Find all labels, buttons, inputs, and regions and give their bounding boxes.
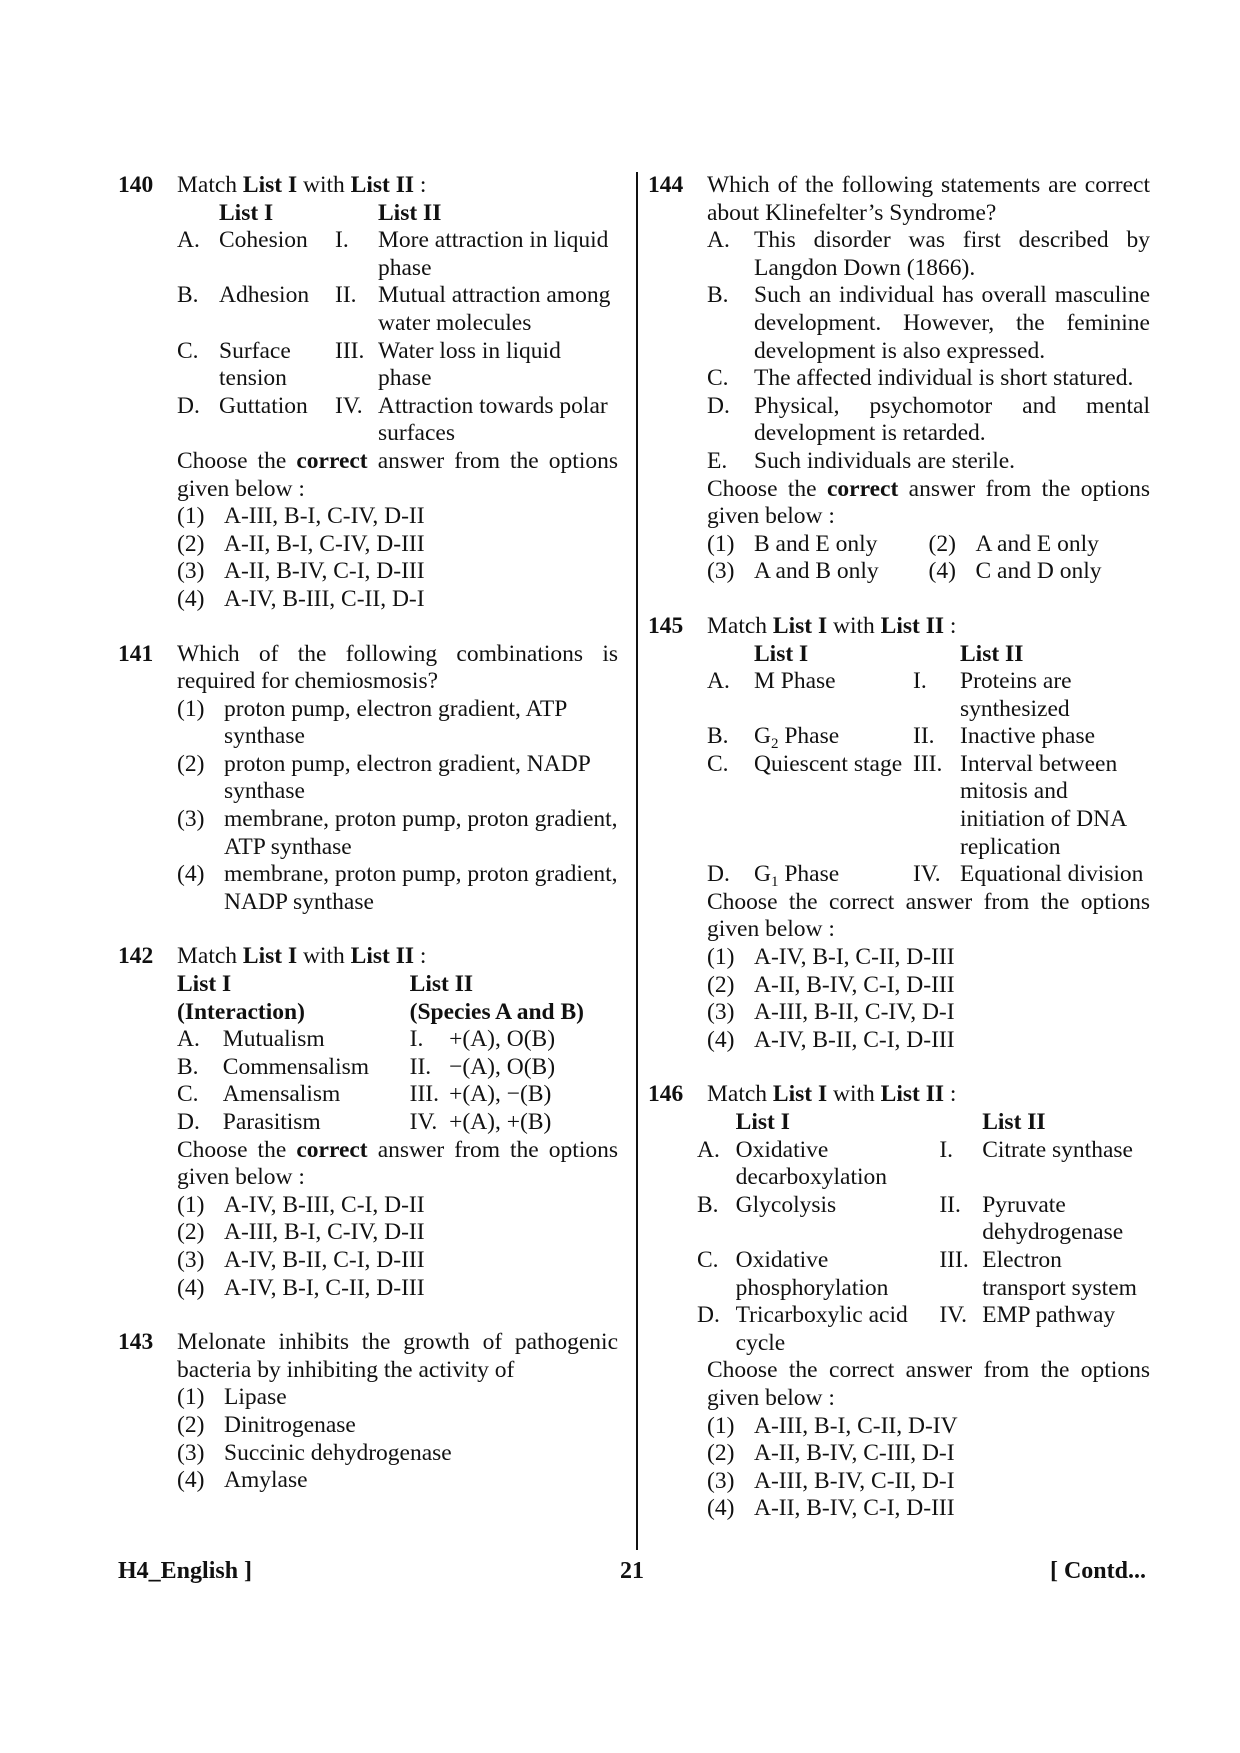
- option-text: A-IV, B-III, C-I, D-II: [224, 1191, 425, 1218]
- footer-code: H4_English ]: [118, 1558, 253, 1584]
- stem-list2: List II: [880, 1081, 944, 1108]
- question-146: [648, 1081, 1150, 1523]
- option-number: (1): [177, 1191, 205, 1218]
- choose-text: Choose the: [177, 1136, 297, 1163]
- row-roman: II.: [409, 1053, 432, 1080]
- match-row: [697, 1137, 1150, 1192]
- row-match: Attraction towards polar surfaces: [378, 392, 608, 447]
- option-number: (1): [707, 944, 735, 971]
- stem-text: with: [297, 943, 351, 970]
- option-number: (4): [177, 1274, 205, 1301]
- question-142: [118, 943, 618, 1302]
- question-stem: Which of the following statements are correct about Klinefelter’s Syndrome?: [707, 172, 1150, 226]
- question-144: [648, 172, 1150, 586]
- option-3[interactable]: [177, 1247, 618, 1275]
- stem-text: Match: [177, 172, 243, 198]
- row-key: B.: [707, 723, 729, 750]
- option-2[interactable]: [707, 1440, 1150, 1468]
- stem-text: with: [827, 1081, 881, 1108]
- question-140: [118, 172, 618, 614]
- question-143: [118, 1329, 618, 1495]
- row-roman: IV.: [939, 1302, 968, 1329]
- match-row: [707, 723, 1150, 751]
- row-match: Electron transport system: [982, 1246, 1137, 1301]
- option-text: A and E only: [975, 530, 1099, 557]
- option-1[interactable]: [707, 944, 1150, 972]
- row-key: D.: [707, 861, 730, 888]
- row-match: Mutual attraction among water molecules: [378, 282, 611, 336]
- row-roman: I.: [939, 1136, 954, 1163]
- row-item: M Phase: [754, 668, 836, 695]
- option-1[interactable]: [177, 696, 618, 751]
- row-item: Glycolysis: [735, 1191, 837, 1218]
- option-number: (3): [177, 558, 205, 585]
- option-2[interactable]: [177, 1412, 618, 1440]
- option-text: A-III, B-I, C-IV, D-II: [224, 1219, 425, 1246]
- option-4[interactable]: [177, 586, 618, 614]
- match-row: [707, 751, 1150, 861]
- option-4[interactable]: [177, 861, 618, 916]
- statement-text: The affected individual is short statured.: [754, 365, 1134, 392]
- statement-c: [707, 365, 1150, 393]
- row-key: B.: [177, 282, 199, 309]
- stem-text: Match: [177, 943, 243, 970]
- list2-subheading: (Species A and B): [409, 998, 584, 1025]
- stem-list1: List I: [242, 172, 298, 198]
- match-table: [177, 971, 618, 1137]
- row-roman: I.: [335, 227, 349, 254]
- list2-heading: List II: [378, 199, 442, 226]
- row-roman: II.: [939, 1191, 961, 1218]
- stem-list1: List I: [772, 612, 828, 639]
- options-list: [177, 1192, 618, 1302]
- option-1[interactable]: [707, 531, 929, 559]
- phase-subscript: 2: [770, 736, 779, 753]
- option-2[interactable]: [177, 751, 618, 806]
- stem-list2: List II: [880, 612, 944, 639]
- option-number: (2): [707, 1440, 735, 1467]
- phase-word: Phase: [778, 861, 840, 888]
- option-1[interactable]: [707, 1413, 1150, 1441]
- option-number: (4): [928, 558, 956, 585]
- question-stem: [177, 172, 618, 200]
- match-row: [697, 1247, 1150, 1302]
- option-text: membrane, proton pump, proton gradient, NADP synthase: [224, 861, 618, 915]
- row-item: Mutualism: [222, 1026, 325, 1053]
- option-1[interactable]: [177, 503, 618, 531]
- question-141: [118, 641, 618, 917]
- option-text: A-III, B-I, C-IV, D-II: [224, 503, 425, 530]
- match-row: [697, 1302, 1150, 1357]
- option-4[interactable]: [929, 558, 1151, 586]
- row-item: Amensalism: [222, 1081, 341, 1108]
- row-key: D.: [697, 1302, 720, 1329]
- match-row: [177, 282, 618, 337]
- statement-text: This disorder was first described by Langdon Down (1866).: [754, 227, 1150, 281]
- left-column: [118, 172, 618, 1522]
- row-roman: III.: [939, 1246, 969, 1273]
- stem-text: Match: [707, 1081, 773, 1108]
- option-number: (3): [707, 1467, 735, 1494]
- option-number: (2): [177, 750, 205, 777]
- row-item: Commensalism: [222, 1053, 370, 1080]
- statement-key: A.: [707, 227, 730, 254]
- row-key: A.: [697, 1136, 720, 1163]
- list2-heading: List II: [982, 1109, 1046, 1135]
- option-text: membrane, proton pump, proton gradient, ATP synthase: [224, 806, 618, 860]
- option-text: Dinitrogenase: [224, 1411, 356, 1438]
- option-number: (1): [177, 503, 205, 530]
- question-stem: [707, 613, 1150, 641]
- stem-text: :: [414, 172, 427, 198]
- option-text: proton pump, electron gradient, NADP synthase: [224, 750, 590, 805]
- stem-list1: List I: [772, 1081, 828, 1108]
- match-row: [707, 668, 1150, 723]
- statement-key: D.: [707, 392, 730, 419]
- row-item: [754, 723, 913, 751]
- row-roman: III.: [409, 1081, 440, 1108]
- row-key: C.: [177, 337, 199, 364]
- choose-text: Choose the: [177, 447, 297, 474]
- question-number: 146: [648, 1081, 684, 1108]
- row-roman: I.: [913, 668, 927, 695]
- row-item: [754, 861, 913, 889]
- question-number: 144: [648, 172, 684, 198]
- statement-key: C.: [707, 365, 729, 392]
- option-4[interactable]: [707, 1027, 1150, 1055]
- options-list: [707, 531, 1150, 586]
- row-item: Adhesion: [219, 282, 310, 309]
- row-key: A.: [177, 227, 200, 254]
- match-row: [177, 1081, 618, 1109]
- question-145: [648, 613, 1150, 1055]
- row-item: Oxidative phosphorylation: [735, 1246, 889, 1301]
- phase-word: Phase: [778, 723, 840, 750]
- match-table: [707, 641, 1150, 889]
- option-text: A and B only: [754, 558, 879, 585]
- match-row: [707, 861, 1150, 889]
- option-number: (2): [177, 1219, 205, 1246]
- list2-heading: List II: [960, 640, 1024, 667]
- match-row: [177, 1054, 618, 1082]
- option-text: A-II, B-IV, C-I, D-III: [754, 1495, 955, 1522]
- row-item: Parasitism: [222, 1109, 321, 1135]
- option-text: A-III, B-I, C-II, D-IV: [754, 1412, 958, 1439]
- option-number: (1): [177, 695, 205, 722]
- row-item: Cohesion: [219, 227, 308, 254]
- choose-bold: correct: [296, 1136, 368, 1163]
- question-stem: [707, 1081, 1150, 1109]
- match-row: [177, 227, 618, 282]
- question-number: 140: [118, 172, 154, 198]
- list1-heading: List I: [219, 199, 274, 226]
- option-number: (4): [177, 861, 205, 888]
- choose-text: answer from the options given below :: [177, 447, 618, 502]
- list1-heading: List I: [735, 1109, 790, 1135]
- statement-d: [707, 393, 1150, 448]
- option-text: A-III, B-IV, C-II, D-I: [754, 1467, 955, 1494]
- row-match: Interval between mitosis and initiation of DNA replication: [960, 750, 1126, 860]
- statements-list: [707, 227, 1150, 475]
- row-match: EMP pathway: [982, 1302, 1116, 1329]
- option-text: A-IV, B-II, C-I, D-III: [224, 1246, 425, 1273]
- row-match: Inactive phase: [960, 723, 1096, 750]
- row-item: Oxidative decarboxylation: [735, 1136, 888, 1191]
- row-roman: IV.: [335, 392, 363, 419]
- stem-list2: List II: [350, 943, 414, 970]
- option-number: (4): [707, 1026, 735, 1053]
- choose-instruction: Choose the correct answer from the options given below :: [707, 888, 1150, 943]
- option-text: A-IV, B-I, C-II, D-III: [754, 944, 955, 971]
- row-key: B.: [177, 1053, 199, 1080]
- footer-contd: [ Contd...: [1049, 1558, 1146, 1584]
- row-match: Citrate synthase: [982, 1136, 1133, 1163]
- option-number: (2): [928, 530, 956, 557]
- match-table: [177, 200, 618, 448]
- stem-text: with: [297, 172, 351, 198]
- row-match: +(A), +(B): [449, 1109, 552, 1135]
- question-stem: Melonate inhibits the growth of pathogenic bacteria by inhibiting the activity of: [177, 1329, 618, 1383]
- row-roman: II.: [335, 282, 357, 309]
- option-text: Lipase: [224, 1384, 287, 1411]
- row-key: D.: [177, 1109, 200, 1135]
- stem-text: :: [944, 1081, 957, 1108]
- column-divider: [636, 172, 638, 1550]
- match-row: [177, 1109, 618, 1137]
- phase-subscript: 1: [770, 874, 779, 891]
- question-number: 145: [648, 612, 684, 639]
- option-3[interactable]: [177, 806, 618, 861]
- statement-b: [707, 282, 1150, 365]
- match-table: [697, 1109, 1150, 1357]
- option-1[interactable]: [177, 1384, 618, 1412]
- row-roman: IV.: [409, 1109, 438, 1135]
- row-key: C.: [707, 750, 729, 777]
- row-key: C.: [177, 1081, 199, 1108]
- option-1[interactable]: [177, 1192, 618, 1220]
- question-number: 141: [118, 640, 154, 667]
- row-key: B.: [697, 1191, 719, 1218]
- option-3[interactable]: [707, 558, 929, 586]
- row-match: Pyruvate dehydrogenase: [982, 1191, 1124, 1246]
- option-text: B and E only: [754, 530, 878, 557]
- choose-instruction: [707, 476, 1150, 531]
- phase-letter: G: [754, 861, 771, 888]
- row-item: Tricarboxylic acid cycle: [735, 1302, 908, 1356]
- options-list: [177, 696, 618, 917]
- option-number: (3): [177, 1246, 205, 1273]
- row-key: A.: [177, 1026, 200, 1053]
- match-row: [177, 338, 618, 393]
- row-key: C.: [697, 1246, 719, 1273]
- right-column: [648, 172, 1150, 1550]
- row-roman: III.: [913, 750, 943, 777]
- row-key: D.: [177, 392, 200, 419]
- option-text: A-III, B-II, C-IV, D-I: [754, 999, 955, 1026]
- row-item: Surface tension: [219, 337, 291, 392]
- row-match: +(A), −(B): [449, 1081, 552, 1108]
- question-stem: [177, 943, 618, 971]
- statement-a: [707, 227, 1150, 282]
- choose-instruction: [177, 448, 618, 503]
- list2-heading: List II: [409, 971, 473, 998]
- option-4[interactable]: [177, 1275, 618, 1303]
- row-match: Proteins are synthesized: [960, 668, 1072, 722]
- row-match: Equational division: [960, 861, 1144, 888]
- stem-list2: List II: [350, 172, 414, 198]
- option-text: A-IV, B-I, C-II, D-III: [224, 1274, 425, 1301]
- option-number: (1): [707, 1412, 735, 1439]
- choose-text: Choose the: [707, 475, 827, 502]
- option-number: (3): [177, 1439, 205, 1466]
- stem-text: :: [944, 612, 957, 639]
- phase-letter: G: [754, 723, 771, 750]
- page-number: 21: [620, 1558, 644, 1584]
- option-2[interactable]: [929, 531, 1151, 559]
- option-number: (3): [707, 999, 735, 1026]
- choose-text: answer from the options given below :: [177, 1136, 618, 1191]
- statement-key: B.: [707, 282, 729, 309]
- row-match: Water loss in liquid phase: [378, 337, 561, 392]
- option-text: proton pump, electron gradient, ATP synthase: [224, 695, 567, 750]
- statement-text: Physical, psychomotor and mental development is retarded.: [754, 392, 1150, 447]
- stem-text: :: [414, 943, 427, 970]
- option-3[interactable]: [707, 999, 1150, 1027]
- statement-e: [707, 448, 1150, 476]
- stem-text: with: [827, 612, 881, 639]
- option-number: (2): [177, 530, 205, 557]
- stem-text: Match: [707, 612, 773, 639]
- option-text: A-II, B-IV, C-III, D-I: [754, 1440, 955, 1467]
- match-row: [177, 393, 618, 448]
- option-2[interactable]: [177, 1219, 618, 1247]
- option-number: (1): [177, 1384, 205, 1411]
- options-list: [177, 503, 618, 613]
- option-number: (4): [707, 1495, 735, 1522]
- choose-text: answer from the options given below :: [707, 475, 1150, 530]
- list1-subheading: (Interaction): [177, 998, 305, 1025]
- statement-text: Such an individual has overall masculine development. However, the feminine development is also expressed.: [754, 282, 1150, 364]
- row-item: Quiescent stage: [754, 750, 903, 777]
- question-number: 143: [118, 1329, 154, 1356]
- option-number: (2): [177, 1411, 205, 1438]
- option-text: A-IV, B-II, C-I, D-III: [754, 1026, 955, 1053]
- row-roman: IV.: [913, 861, 941, 888]
- option-text: Amylase: [224, 1467, 308, 1494]
- option-3[interactable]: [177, 558, 618, 586]
- row-roman: I.: [409, 1026, 424, 1053]
- option-text: C and D only: [975, 558, 1102, 585]
- option-4[interactable]: [707, 1495, 1150, 1523]
- row-match: More attraction in liquid phase: [378, 227, 609, 281]
- choose-bold: correct: [296, 447, 368, 474]
- row-match: −(A), O(B): [449, 1053, 556, 1080]
- stem-list1: List I: [242, 943, 298, 970]
- match-row: [697, 1192, 1150, 1247]
- row-roman: II.: [913, 723, 935, 750]
- choose-instruction: [177, 1137, 618, 1192]
- row-key: A.: [707, 668, 730, 695]
- row-roman: III.: [335, 337, 365, 364]
- match-row: [177, 1026, 618, 1054]
- options-list: [707, 1413, 1150, 1523]
- list1-heading: List I: [754, 640, 809, 667]
- option-4[interactable]: [177, 1467, 618, 1495]
- option-3[interactable]: [707, 1468, 1150, 1496]
- option-text: A-II, B-IV, C-I, D-III: [224, 558, 425, 585]
- option-2[interactable]: [707, 972, 1150, 1000]
- row-match: +(A), O(B): [449, 1026, 556, 1053]
- option-text: A-II, B-I, C-IV, D-III: [224, 530, 425, 557]
- option-2[interactable]: [177, 531, 618, 559]
- option-number: (3): [177, 806, 205, 833]
- list1-heading: List I: [177, 971, 232, 998]
- row-item: Guttation: [219, 392, 308, 419]
- statement-key: E.: [707, 447, 728, 474]
- question-number: 142: [118, 943, 154, 970]
- statement-text: Such individuals are sterile.: [754, 447, 1016, 474]
- option-text: A-IV, B-III, C-II, D-I: [224, 585, 425, 612]
- option-number: (2): [707, 971, 735, 998]
- option-number: (4): [177, 1467, 205, 1494]
- choose-instruction: Choose the correct answer from the options given below :: [707, 1357, 1150, 1411]
- option-text: Succinic dehydrogenase: [224, 1439, 452, 1466]
- question-stem: Which of the following combinations is required for chemiosmosis?: [177, 640, 618, 695]
- options-list: [177, 1384, 618, 1494]
- option-number: (1): [707, 530, 735, 557]
- options-list: [707, 944, 1150, 1054]
- option-3[interactable]: [177, 1440, 618, 1468]
- option-number: (3): [707, 558, 735, 585]
- choose-bold: correct: [826, 475, 899, 502]
- option-number: (4): [177, 585, 205, 612]
- option-text: A-II, B-IV, C-I, D-III: [754, 971, 955, 998]
